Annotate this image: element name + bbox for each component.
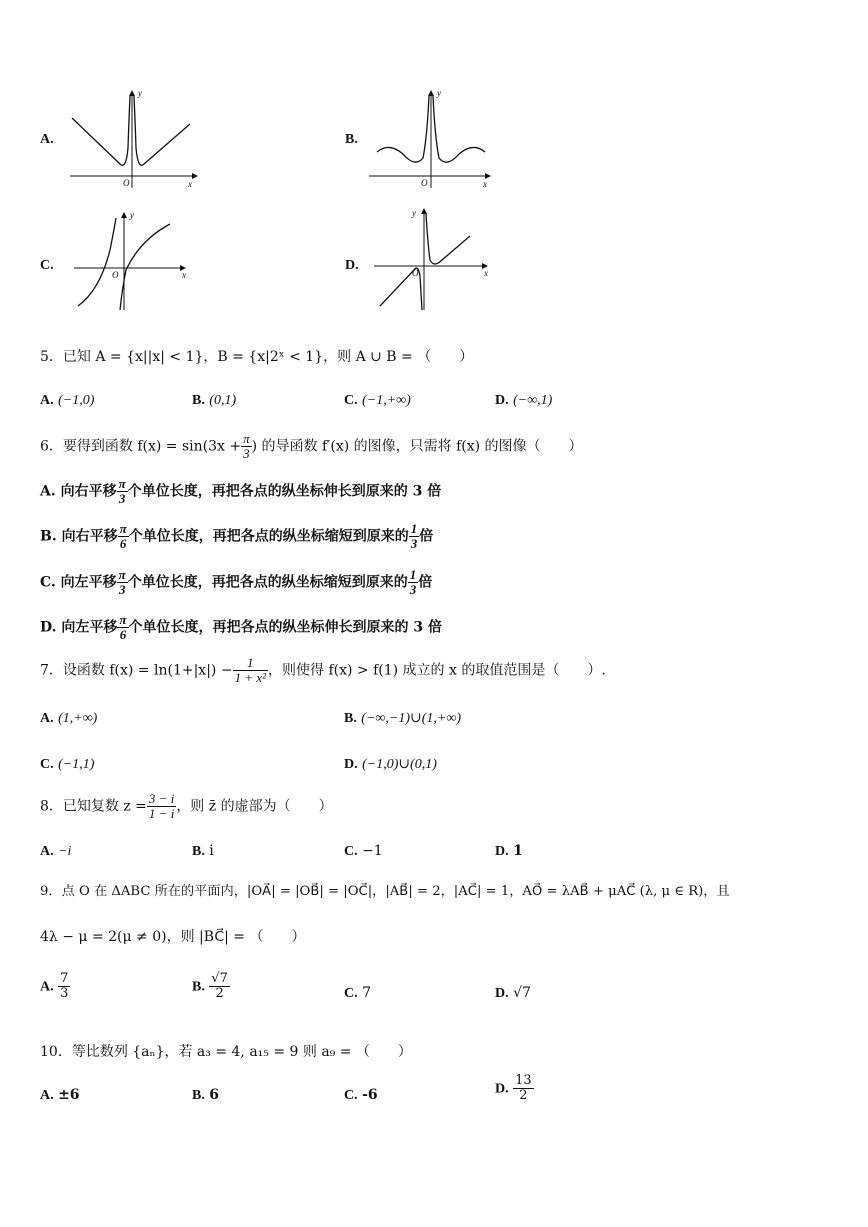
question-6-stem: [40, 432, 583, 461]
q6-option-c-frac2-num: 1: [409, 567, 417, 582]
q10-option-d-frac-num: 13: [515, 1073, 532, 1088]
q9-option-d-label: D.: [495, 986, 509, 1001]
q6-option-d: [40, 613, 442, 642]
graph-b-x-label: x: [483, 179, 487, 189]
q5-option-a: [40, 392, 94, 409]
q6-option-b-post: 个单位长度，再把各点的纵坐标缩短到原来的: [128, 528, 409, 545]
graph-a-x-label: x: [188, 179, 192, 189]
graph-option-label-a: A.: [40, 132, 54, 147]
q10-option-b: [192, 1087, 219, 1104]
q6-option-d-frac-num: π: [119, 612, 127, 627]
q8-option-d-text: 1: [513, 843, 523, 859]
graph-a: [60, 88, 200, 192]
q9-option-a-frac: [58, 972, 70, 1001]
q6-option-b-frac2: [409, 522, 420, 551]
q6-option-d-post: 个单位长度，再把各点的纵坐标伸长到原来的 3 倍: [128, 619, 442, 636]
q9-option-d: [495, 985, 531, 1002]
q5-option-c-label: C.: [344, 393, 358, 408]
q7-option-d-text: (−1,0)∪(0,1): [362, 757, 437, 772]
q7-option-b-text: (−∞,−1)∪(1,+∞): [361, 711, 461, 726]
q9-option-b-label: B.: [192, 979, 205, 995]
q8-option-c: [344, 843, 383, 860]
q8-option-a-text: −i: [58, 844, 72, 859]
q8-option-c-text: −1: [362, 843, 383, 859]
question-5-stem: 5．已知 A = {x||x| < 1}，B = {x|2ˣ < 1}，则 A ∪ B = （ ）: [40, 349, 474, 365]
q10-option-a-text: ±6: [58, 1087, 80, 1103]
q6-option-b-frac2-num: 1: [410, 521, 418, 536]
q5-option-a-text: (−1,0): [58, 393, 95, 408]
q10-option-c-label: C.: [344, 1088, 358, 1103]
q9-option-a-frac-num: 7: [60, 971, 69, 986]
q6-option-b-label: B.: [40, 528, 57, 545]
q7-option-c: [40, 756, 94, 773]
graph-b-y-label: y: [437, 88, 441, 98]
q8-option-a-label: A.: [40, 844, 54, 859]
q7-option-a: [40, 710, 97, 727]
q7-option-d-label: D.: [344, 757, 358, 772]
q6-option-d-pre: 向左平移: [61, 619, 118, 636]
q6-option-c-pre: 向左平移: [60, 574, 117, 591]
graph-option-label-d: D.: [345, 258, 359, 273]
q9-option-c: [344, 985, 371, 1002]
q5-option-c-text: (−1,+∞): [362, 393, 411, 408]
graph-d-x-label: x: [484, 268, 488, 278]
q10-option-d: [495, 1074, 534, 1103]
q6-stem-frac-den: 3: [243, 446, 250, 461]
q7-stem-frac-den: 1 + x²: [234, 670, 267, 685]
q7-option-a-text: (1,+∞): [58, 711, 98, 726]
q6-option-c-frac-den: 3: [118, 582, 126, 597]
graph-d-origin-label: O: [412, 268, 419, 278]
q10-option-a: [40, 1087, 80, 1104]
q10-option-b-text: 6: [209, 1087, 220, 1103]
q6-option-d-label: D.: [40, 619, 57, 636]
q6-option-b-frac-den: 6: [119, 536, 127, 551]
q9-option-b-frac: [209, 972, 230, 1001]
q7-option-b: [344, 710, 461, 727]
q6-option-a-label: A.: [40, 483, 56, 500]
q5-option-d-label: D.: [495, 393, 509, 408]
q5-option-d-text: (−∞,1): [513, 393, 553, 408]
q9-option-b-frac-num: √7: [211, 971, 228, 986]
q10-option-c: [344, 1087, 378, 1104]
q7-stem-part-a: 7．设函数 f(x) = ln(1+|x|) −: [40, 662, 233, 679]
q6-option-a-frac-num: π: [118, 476, 126, 491]
q8-stem-part-b: ，则 z̄ 的虚部为（ ）: [176, 798, 333, 815]
q8-stem-part-a: 8．已知复数 z =: [40, 798, 147, 815]
q8-stem-fraction: [147, 792, 176, 821]
q8-option-d-label: D.: [495, 844, 509, 859]
q6-stem-part-a: 6．要得到函数 f(x) = sin(3x +: [40, 438, 242, 455]
q7-stem-fraction: [233, 656, 268, 685]
graph-b-origin-label: O: [421, 178, 428, 188]
graph-option-label-b: B.: [345, 132, 358, 147]
graph-b: [365, 88, 495, 192]
q7-option-d: [344, 756, 437, 773]
q6-option-b-post2: 倍: [419, 528, 434, 545]
q8-stem-frac-num: 3 − i: [148, 791, 175, 806]
q5-option-b: [192, 392, 236, 409]
q6-option-a-frac-den: 3: [118, 491, 126, 506]
graph-c-x-label: x: [182, 270, 186, 280]
q6-option-a-post: 个单位长度，再把各点的纵坐标伸长到原来的 3 倍: [127, 483, 442, 500]
q9-option-a: [40, 972, 70, 1001]
q5-option-c: [344, 392, 411, 409]
q9-option-a-frac-den: 3: [60, 986, 69, 1001]
graph-c-y-label: y: [130, 210, 134, 220]
q7-stem-frac-num: 1: [233, 656, 268, 671]
q6-option-b-frac-num: π: [119, 521, 127, 536]
q9-option-a-label: A.: [40, 979, 54, 995]
q8-option-c-label: C.: [344, 844, 358, 859]
q7-option-c-label: C.: [40, 757, 54, 772]
q5-option-d: [495, 392, 552, 409]
q10-option-d-label: D.: [495, 1081, 509, 1097]
q6-stem-frac-num: π: [243, 431, 250, 446]
q9-option-c-text: 7: [362, 985, 371, 1001]
q8-option-b-label: B.: [192, 844, 205, 859]
question-9-stem-line-2: 4λ − μ = 2(μ ≠ 0)，则 |BC⃗| = （ ）: [40, 929, 306, 945]
q10-option-d-frac-den: 2: [519, 1088, 528, 1103]
q10-option-a-label: A.: [40, 1088, 54, 1103]
q6-option-a-frac: [117, 477, 128, 506]
graph-option-label-c: C.: [40, 258, 54, 273]
q6-option-c-frac-num: π: [118, 567, 126, 582]
q6-option-c-post2: 倍: [418, 574, 433, 591]
q6-option-c: [40, 568, 432, 597]
q8-stem-frac-den: 1 − i: [148, 806, 175, 821]
q8-option-b-text: i: [209, 843, 214, 859]
q9-option-d-text: √7: [513, 985, 531, 1001]
q6-stem-fraction: [241, 432, 252, 461]
graph-d: [370, 206, 500, 316]
q6-stem-part-b: ) 的导函数 f′(x) 的图像，只需将 f(x) 的图像（ ）: [251, 438, 583, 455]
q5-option-b-label: B.: [192, 393, 205, 408]
graph-d-y-label: y: [412, 208, 416, 218]
q6-option-d-frac: [117, 613, 128, 642]
q6-option-c-frac2-den: 3: [409, 582, 417, 597]
q6-option-d-frac-den: 6: [119, 627, 127, 642]
q5-option-b-text: (0,1): [209, 393, 237, 408]
q9-option-b-frac-den: 2: [215, 986, 224, 1001]
q7-option-b-label: B.: [344, 711, 357, 726]
q9-option-b: [192, 972, 230, 1001]
graph-c: [70, 210, 200, 314]
q10-option-c-text: -6: [362, 1087, 378, 1103]
graph-a-origin-label: O: [123, 178, 130, 188]
q10-option-d-frac: [513, 1074, 534, 1103]
q9-option-c-label: C.: [344, 986, 358, 1001]
q6-option-a-pre: 向右平移: [60, 483, 117, 500]
question-7-stem: [40, 656, 606, 685]
question-8-stem: [40, 792, 333, 821]
q7-option-c-text: (−1,1): [58, 757, 95, 772]
q6-option-b-frac: [118, 522, 129, 551]
q8-option-d: [495, 843, 523, 860]
q6-option-c-frac: [117, 568, 128, 597]
q6-option-b-frac2-den: 3: [410, 536, 418, 551]
q6-option-a: [40, 477, 441, 506]
q8-option-a: [40, 843, 71, 860]
q7-stem-part-b: ，则使得 f(x) > f(1) 成立的 x 的取值范围是（ ）.: [268, 662, 606, 679]
q8-option-b: [192, 843, 214, 860]
q6-option-c-post: 个单位长度，再把各点的纵坐标缩短到原来的: [127, 574, 408, 591]
q6-option-b-pre: 向右平移: [61, 528, 118, 545]
q6-option-b: [40, 522, 433, 551]
graph-c-origin-label: O: [112, 270, 119, 280]
q5-option-a-label: A.: [40, 393, 54, 408]
question-9-stem-line-1: 9．点 O 在 ΔABC 所在的平面内，|OA⃗| = |OB⃗| = |OC⃗|，|AB⃗| = 2，|AC⃗| = 1，AO⃗ = λAB⃗ + μAC⃗ (λ, μ ∈ R)，且: [40, 884, 730, 899]
q10-option-b-label: B.: [192, 1088, 205, 1103]
question-10-stem: 10．等比数列 {aₙ}，若 a₃ = 4, a₁₅ = 9 则 a₉ = （ ）: [40, 1044, 412, 1060]
graph-a-y-label: y: [138, 88, 142, 98]
q6-option-c-frac2: [408, 568, 419, 597]
q6-option-c-label: C.: [40, 574, 56, 591]
q7-option-a-label: A.: [40, 711, 54, 726]
